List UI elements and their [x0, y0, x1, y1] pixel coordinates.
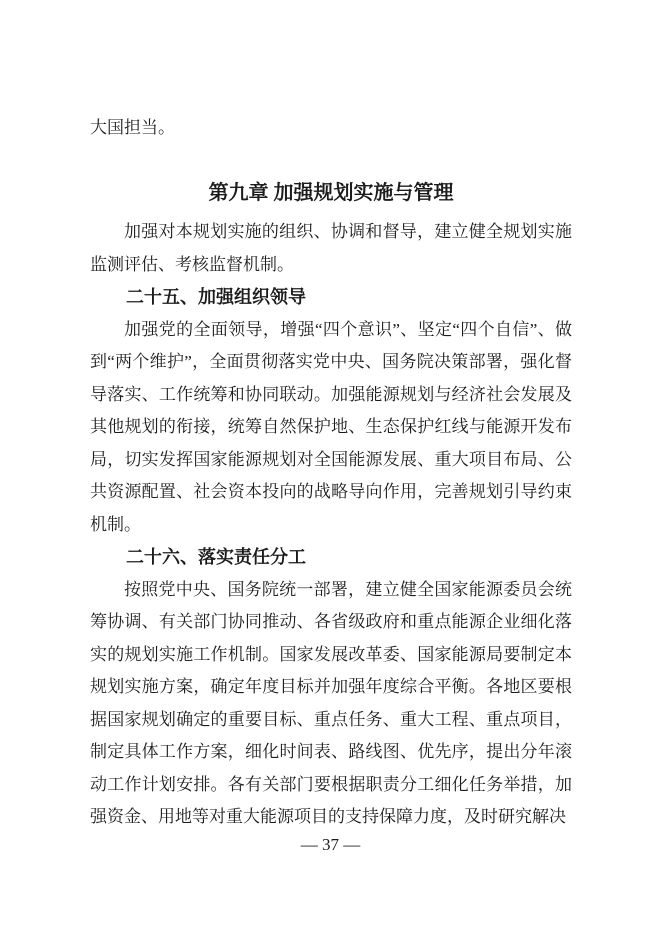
section-heading-26: 二十六、落实责任分工 [126, 547, 306, 567]
paragraph-continuation: 大国担当。 [90, 118, 175, 137]
page-number: — 37 — [300, 835, 361, 854]
paragraph: 按照党中央、国务院统一部署，建立健全国家能源委员会统筹协调、有关部门协同推动、各省级政府和重点能源企业细化落实的规划实施工作机制。国家发展改革委、国家能源局要制定本规划实施方案，确定年度目标并加强年度综合平衡。各地区要根据国家规划确定的重要目标、重点任务、重大工程、重点项目，制定具体工作方案，细化时间表、路线图、优先序，提出分年滚动工作计划安排。各有关部门要根据职责分工细化任务举措，加强资金、用地等对重大能源项目的支持保障力度，及时研究解决 [90, 579, 572, 826]
paragraph: 加强党的全面领导，增强“四个意识”、坚定“四个自信”、做到“两个维护”，全面贯彻落实党中央、国务院决策部署，强化督导落实、工作统筹和协同联动。加强能源规划与经济社会发展及其他规划的衔接，统筹自然保护地、生态保护红线与能源开发布局，切实发挥国家能源规划对全国能源发展、重大项目布局、公共资源配置、社会资本投向的战略导向作用，完善规划引导约束机制。 [90, 319, 572, 534]
page-content [90, 112, 572, 834]
section-heading-25: 二十五、加强组织领导 [126, 287, 306, 307]
chapter-heading: 第九章 加强规划实施与管理 [208, 181, 454, 204]
paragraph: 加强对本规划实施的组织、协调和督导，建立健全规划实施监测评估、考核监督机制。 [90, 222, 572, 274]
